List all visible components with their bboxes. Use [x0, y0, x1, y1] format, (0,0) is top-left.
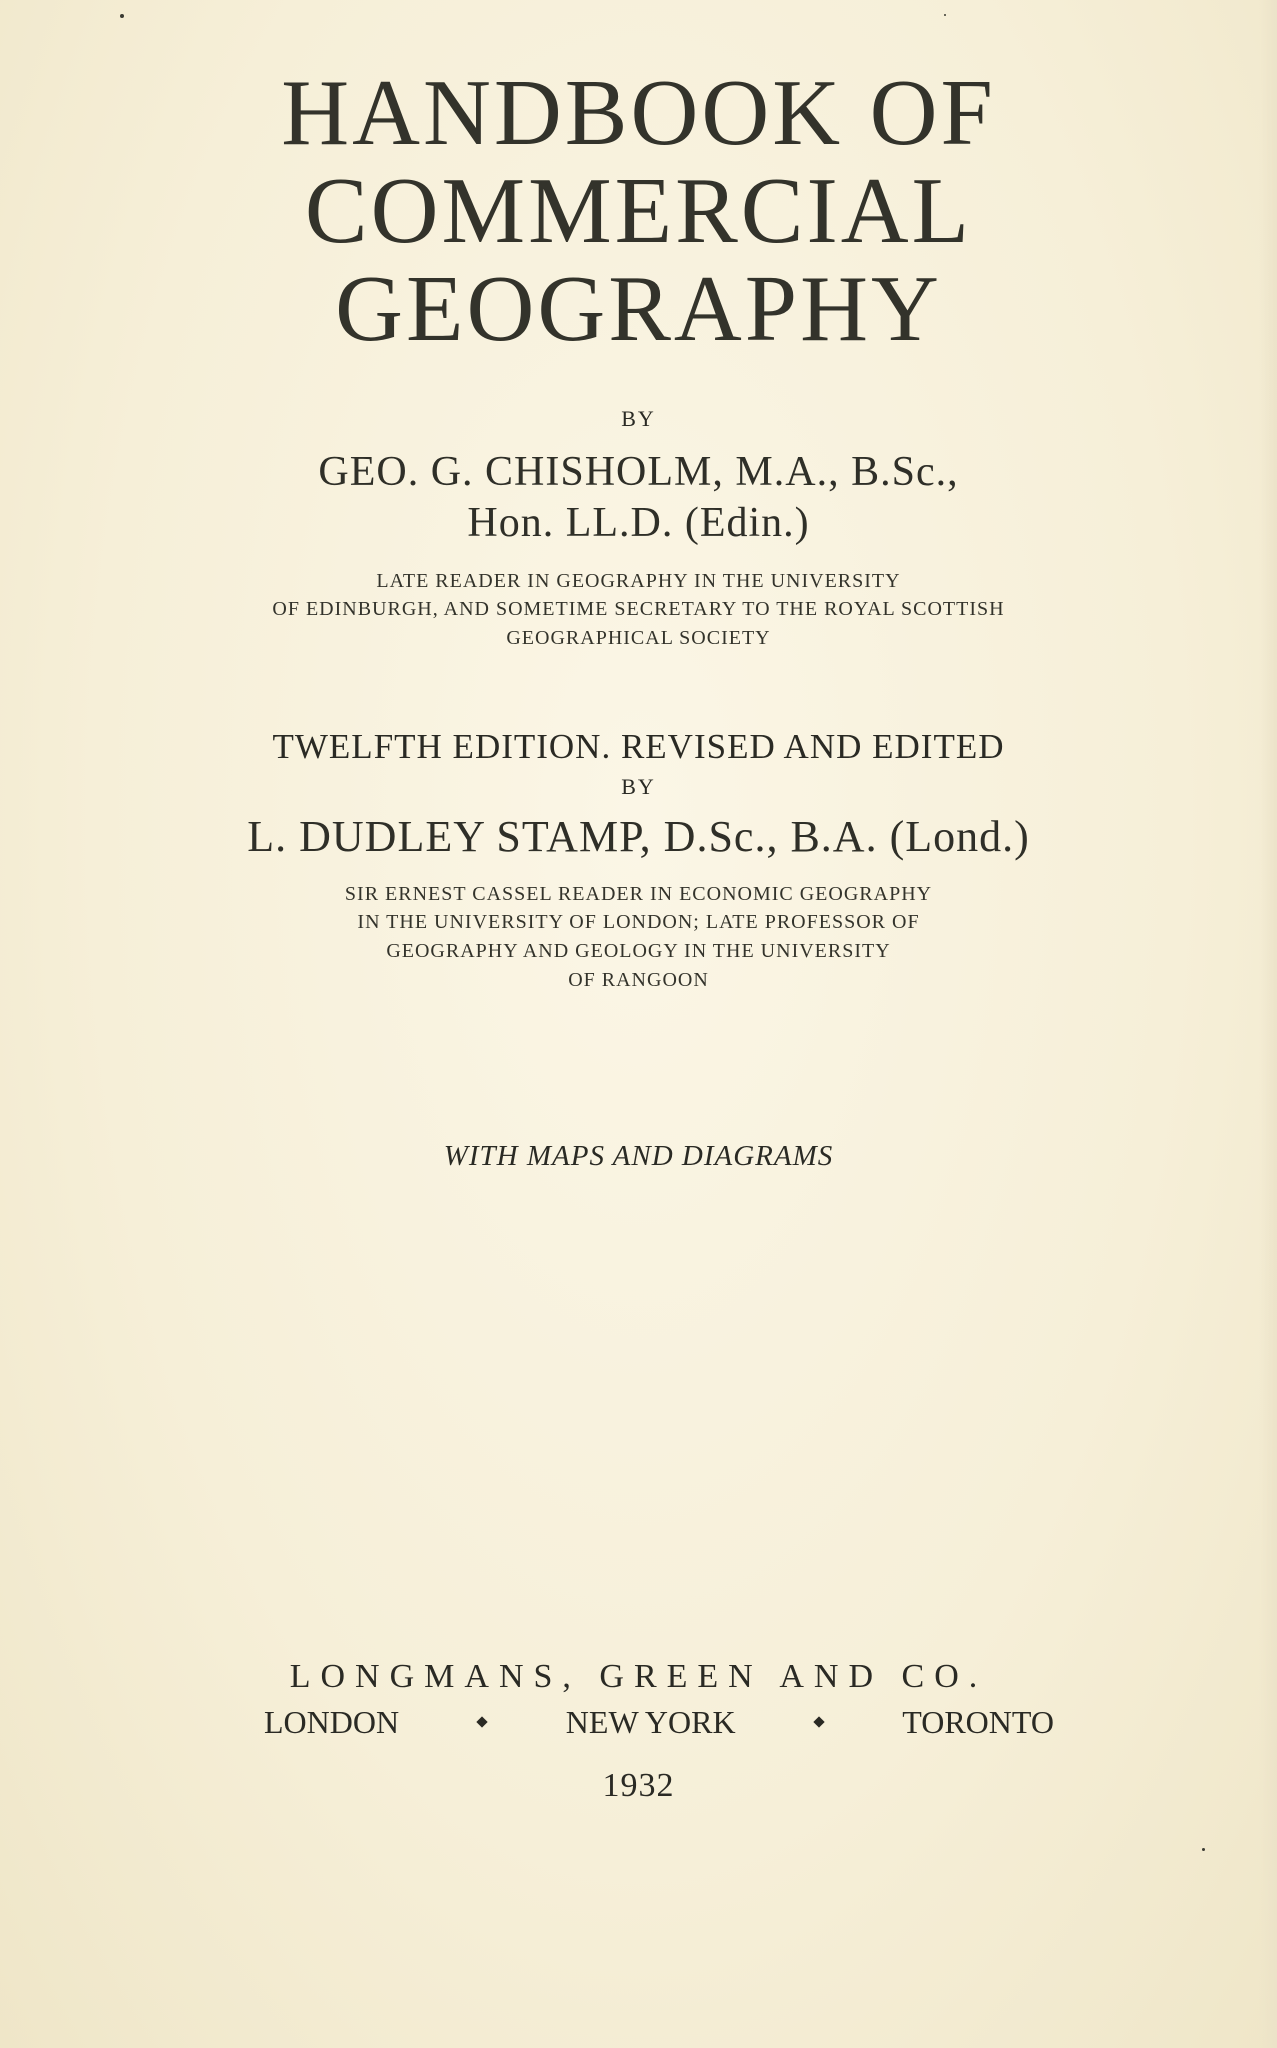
title-line-1: HANDBOOK OF [281, 61, 996, 165]
edition-statement: TWELFTH EDITION. REVISED AND EDITED [272, 727, 1005, 766]
diamond-separator-icon [813, 1716, 824, 1727]
author-name: GEO. G. CHISHOLM, M.A., B.Sc., [318, 449, 959, 495]
title-line-2: COMMERCIAL [304, 159, 973, 263]
ink-speck [1202, 1848, 1205, 1851]
city-london: LONDON [264, 1703, 400, 1740]
editor-name: L. DUDLEY STAMP, D.Sc., B.A. (Lond.) [247, 812, 1030, 861]
author-by: BY [621, 406, 656, 431]
publication-year: 1932 [602, 1767, 675, 1804]
editor-description-line-1: SIR ERNEST CASSEL READER IN ECONOMIC GEOGRAPHY [344, 883, 933, 905]
author-degrees: Hon. LL.D. (Edin.) [467, 500, 810, 546]
author-description-line-3: GEOGRAPHICAL SOCIETY [506, 627, 771, 649]
publisher-cities [264, 1702, 1054, 1742]
ink-speck [120, 14, 124, 18]
editor-description-line-3: GEOGRAPHY AND GEOLOGY IN THE UNIVERSITY [386, 940, 891, 962]
diamond-separator-icon [477, 1716, 488, 1727]
city-toronto: TORONTO [902, 1703, 1054, 1740]
editor-description-line-4: OF RANGOON [568, 969, 709, 991]
title-line-3: GEOGRAPHY [335, 257, 942, 361]
publisher-name: LONGMANS, GREEN AND CO. [289, 1658, 988, 1695]
editor-description-line-2: IN THE UNIVERSITY OF LONDON; LATE PROFESSOR OF [357, 911, 920, 933]
ink-speck [944, 14, 946, 16]
author-description-line-1: LATE READER IN GEOGRAPHY IN THE UNIVERSITY [376, 570, 901, 592]
editor-by: BY [621, 774, 656, 799]
author-description-line-2: OF EDINBURGH, AND SOMETIME SECRETARY TO THE ROYAL SCOTTISH [272, 598, 1005, 620]
maps-note: WITH MAPS AND DIAGRAMS [443, 1140, 834, 1172]
city-new-york: NEW YORK [565, 1703, 736, 1740]
